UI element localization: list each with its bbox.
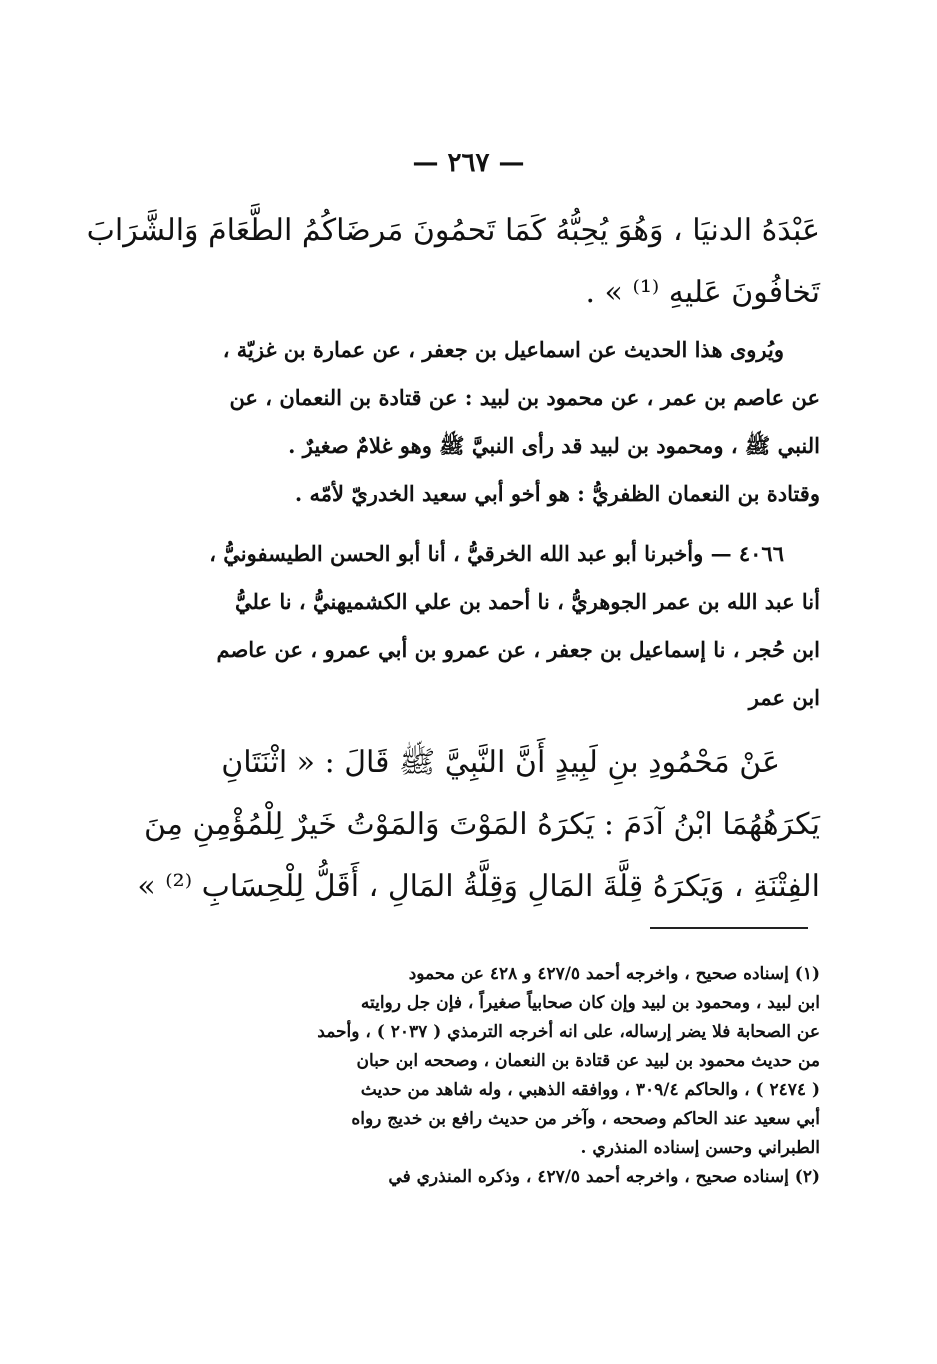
isnad-line: ابن حُجر ، نا إسماعيل بن جعفر ، عن عمرو بن أبي عمرو ، عن عاصم <box>216 637 820 662</box>
commentary-line: ويُروى هذا الحديث عن اسماعيل بن جعفر ، عن عمارة بن غزيّة ، <box>222 337 784 362</box>
footnote-line: (١) إسناده صحيح ، واخرجه أحمد ٤٢٧/٥ و ٤٢٨ عن محمود <box>408 964 820 984</box>
footnote-line: ابن لبيد ، ومحمود بن لبيد وإن كان صحابياً صغيراً ، فإن جل روايته <box>360 993 820 1013</box>
commentary-line: وقتادة بن النعمان الظفريُّ : هو أخو أبي سعيد الخدريّ لأمّه . <box>294 481 820 506</box>
commentary-line: النبي ﷺ ، ومحمود بن لبيد قد رأى النبيَّ ﷺ وهو غلامٌ صغيرٌ . <box>288 433 820 458</box>
page-number: — ٢٦٧ — <box>412 148 525 178</box>
footnote-line: (٢) إسناده صحيح ، واخرجه أحمد ٤٢٧/٥ ، وذكره المنذري في <box>388 1167 820 1187</box>
footnote-line: الطبراني وحسن إسناده المنذري . <box>580 1138 820 1158</box>
footnote-line: أبي سعيد عند الحاكم وصححه ، وآخر من حديث رافع بن خديج رواه <box>351 1109 820 1129</box>
isnad-line: أنا عبد الله بن عمر الجوهريُّ ، نا أحمد بن علي الكشميهنيُّ ، نا عليُّ <box>235 589 820 614</box>
commentary-line: عن عاصم بن عمر ، عن محمود بن لبيد : عن قتادة بن النعمان ، عن <box>229 385 820 410</box>
isnad-paragraph <box>160 530 820 722</box>
footnote-line: عن الصحابة فلا يضر إرساله، على انه أخرجه الترمذي ( ٢٠٣٧ ) ، وأحمد <box>317 1022 820 1042</box>
footnote-separator <box>650 927 808 929</box>
footnote-line: ( ٢٤٧٤ ) ، والحاكم ٣٠٩/٤ ، ووافقه الذهبي ، وله شاهد من حديث <box>360 1080 820 1100</box>
commentary-paragraph <box>160 326 820 518</box>
hadith-line: يَكرَهُهُمَا ابْنُ آدَمَ : يَكرَهُ المَوْتَ وَالمَوْتُ خَيرٌ لِلْمُؤْمِنِ مِنَ <box>144 807 820 842</box>
hadith-line: عَنْ مَحْمُودِ بنِ لَبِيدٍ أَنَّ النَّبِيَّ ﷺ قَالَ : « اثْنَتَانِ <box>221 745 780 780</box>
hadith-line: عَبْدَهُ الدنيَا ، وَهُوَ يُحِبُّهُ كَمَا تَحمُونَ مَرضَاكُمُ الطَّعَامَ وَالشَّرَابَ <box>86 213 820 248</box>
hadith-text-continued <box>86 200 820 324</box>
hadith-line: الفِتْنَةِ ، وَيَكرَهُ قِلَّةَ المَالِ وَقِلَّةُ المَالِ ، أَقَلُّ لِلْحِسَابِ ⁽²⁾ » <box>137 869 820 904</box>
isnad-line: ابن عمر <box>748 685 820 710</box>
isnad-line: ٤٠٦٦ — وأخبرنا أبو عبد الله الخرقيُّ ، أنا أبو الحسن الطيسفونيُّ ، <box>209 541 784 566</box>
hadith-text <box>137 732 820 918</box>
footnotes <box>160 960 820 1192</box>
hadith-line: تَخافُونَ عَليهِ ⁽¹⁾ » . <box>585 275 820 310</box>
footnote-line: من حديث محمود بن لبيد عن قتادة بن النعمان ، وصححه ابن حبان <box>356 1051 820 1071</box>
